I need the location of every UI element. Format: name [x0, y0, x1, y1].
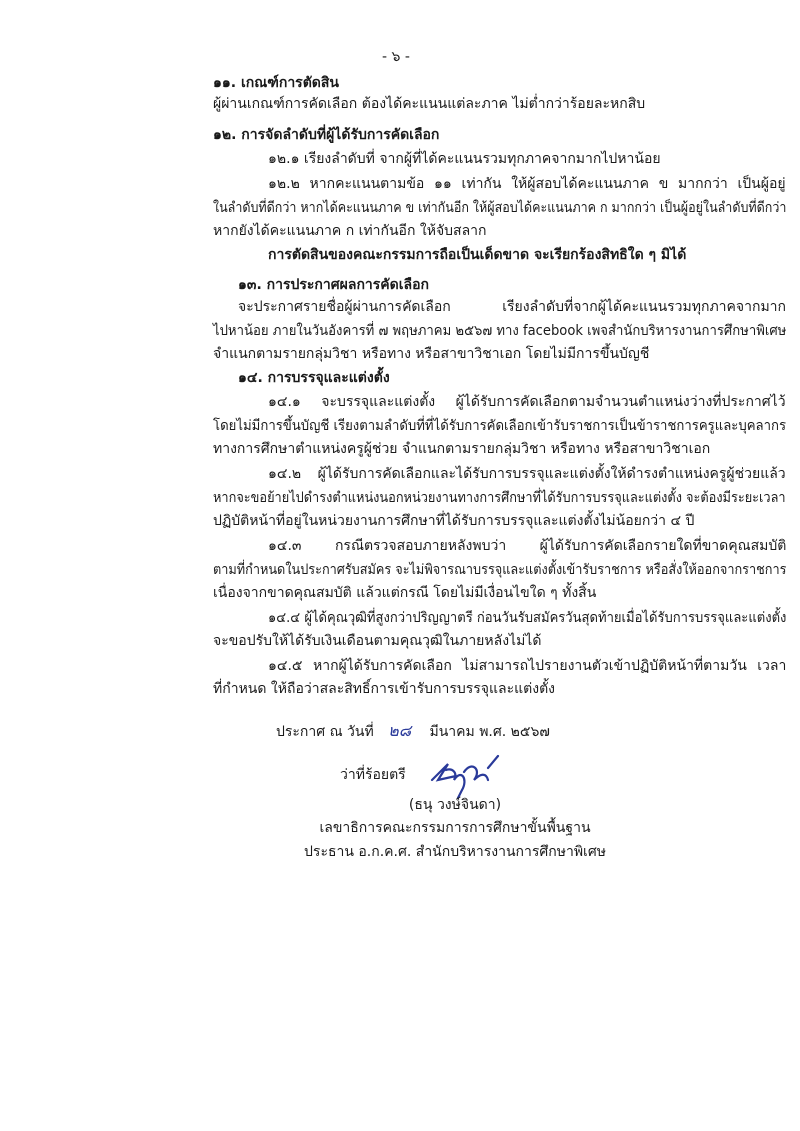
date-prefix: ประกาศ ณ วันที่ — [276, 724, 374, 740]
section-heading: การตัดสินของคณะกรรมการถือเป็นเด็ดขาด จะเรียกร้องสิทธิใด ๆ มิได้ — [268, 247, 687, 263]
paragraph-line: หากจะขอย้ายไปดำรงตำแหน่งนอกหน่วยงานทางการศึกษาที่ได้รับการบรรจุและแต่งตั้ง จะต้องมีระยะเวลา — [213, 490, 786, 506]
paragraph-line: โดยไม่มีการขึ้นบัญชี เรียงตามลำดับที่ที่ได้รับการคัดเลือกเข้ารับราชการเป็นข้าราชการครูและบุคลากร — [213, 418, 787, 434]
paragraph-line: ไปหาน้อย ภายในวันอังคารที่ ๗ พฤษภาคม ๒๕๖๗ ทาง facebook เพจสำนักบริหารงานการศึกษาพิเศษ — [213, 323, 787, 339]
paragraph-line: ปฏิบัติหน้าที่อยู่ในหน่วยงานการศึกษาที่ได้รับการบรรจุและแต่งตั้งไม่น้อยกว่า ๔ ปี — [213, 513, 695, 529]
paragraph-line: ที่กำหนด ให้ถือว่าสละสิทธิ์การเข้ารับการบรรจุและแต่งตั้ง — [213, 681, 556, 697]
section-heading: ๑๑. เกณฑ์การตัดสิน — [213, 75, 339, 91]
paragraph-line: ทางการศึกษาตำแหน่งครูผู้ช่วย จำแนกตามรายกลุ่มวิชา หรือทาง หรือสาขาวิชาเอก — [213, 441, 711, 457]
paragraph-line: ๑๔.๓ กรณีตรวจสอบภายหลังพบว่า ผู้ได้รับการคัดเลือกรายใดที่ขาดคุณสมบัติ — [268, 538, 787, 554]
signatory-title-1: เลขาธิการคณะกรรมการการศึกษาขั้นพื้นฐาน — [319, 820, 591, 836]
section-heading: ๑๓. การประกาศผลการคัดเลือก — [238, 277, 430, 293]
page-number: - ๖ - — [382, 49, 410, 65]
paragraph-line: ในลำดับที่ดีกว่า หากได้คะแนนภาค ข เท่ากันอีก ให้ผู้สอบได้คะแนนภาค ก มากกว่า เป็นผู้อยู่ในลำดับที่ดีกว่า — [213, 200, 787, 216]
paragraph-line: จะประกาศรายชื่อผู้ผ่านการคัดเลือก เรียงลำดับที่จากผู้ได้คะแนนรวมทุกภาคจากมาก — [238, 299, 787, 315]
paragraph-line: จะขอปรับให้ได้รับเงินเดือนตามคุณวุฒิในภายหลังไม่ได้ — [213, 633, 542, 649]
signatory-rank: ว่าที่ร้อยตรี — [340, 767, 406, 783]
paragraph-line: ๑๔.๔ ผู้ได้คุณวุฒิที่สูงกว่าปริญญาตรี ก่อนวันรับสมัครวันสุดท้ายเมื่อได้รับการบรรจุและแต่งตั้ง — [268, 610, 787, 626]
paragraph-line: จำแนกตามรายกลุ่มวิชา หรือทาง หรือสาขาวิชาเอก โดยไม่มีการขึ้นบัญชี — [213, 346, 650, 362]
paragraph-line: ตามที่กำหนดในประกาศรับสมัคร จะไม่พิจารณาบรรจุและแต่งตั้งเข้ารับราชการ หรือสั่งให้ออกจากราชการ — [213, 562, 787, 578]
paragraph-line: หากยังได้คะแนนภาค ก เท่ากันอีก ให้จับสลาก — [213, 223, 487, 239]
signature-icon — [428, 750, 508, 800]
paragraph-line: ๑๔.๕ หากผู้ได้รับการคัดเลือก ไม่สามารถไปรายงานตัวเข้าปฏิบัติหน้าที่ตามวัน เวลา — [268, 658, 787, 674]
section-heading: ๑๒. การจัดลำดับที่ผู้ได้รับการคัดเลือก — [213, 127, 440, 143]
date-month-year: มีนาคม พ.ศ. ๒๕๖๗ — [429, 724, 550, 740]
paragraph-line: ๑๔.๑ จะบรรจุและแต่งตั้ง ผู้ได้รับการคัดเลือกตามจำนวนตำแหน่งว่างที่ประกาศไว้ — [268, 394, 786, 410]
paragraph-line: ๑๒.๑ เรียงลำดับที่ จากผู้ที่ได้คะแนนรวมทุกภาคจากมากไปหาน้อย — [268, 151, 661, 167]
section-heading: ๑๔. การบรรจุและแต่งตั้ง — [238, 370, 390, 386]
paragraph-line: เนื่องจากขาดคุณสมบัติ แล้วแต่กรณี โดยไม่มีเงื่อนไขใด ๆ ทั้งสิ้น — [213, 585, 597, 601]
handwritten-day: ๒๘ — [388, 721, 412, 740]
announcement-date — [276, 721, 550, 742]
signatory-name: (ธนุ วงษ์จินดา) — [408, 797, 502, 813]
paragraph-line: ๑๒.๒ หากคะแนนตามข้อ ๑๑ เท่ากัน ให้ผู้สอบได้คะแนนภาค ข มากกว่า เป็นผู้อยู่ — [268, 176, 786, 192]
paragraph-line: ๑๔.๒ ผู้ได้รับการคัดเลือกและได้รับการบรรจุและแต่งตั้งให้ดำรงตำแหน่งครูผู้ช่วยแล้ว — [268, 466, 786, 482]
signatory-title-2: ประธาน อ.ก.ค.ศ. สำนักบริหารงานการศึกษาพิเศษ — [304, 844, 606, 860]
paragraph-line: ผู้ผ่านเกณฑ์การคัดเลือก ต้องได้คะแนนแต่ละภาค ไม่ต่ำกว่าร้อยละหกสิบ — [213, 96, 646, 112]
